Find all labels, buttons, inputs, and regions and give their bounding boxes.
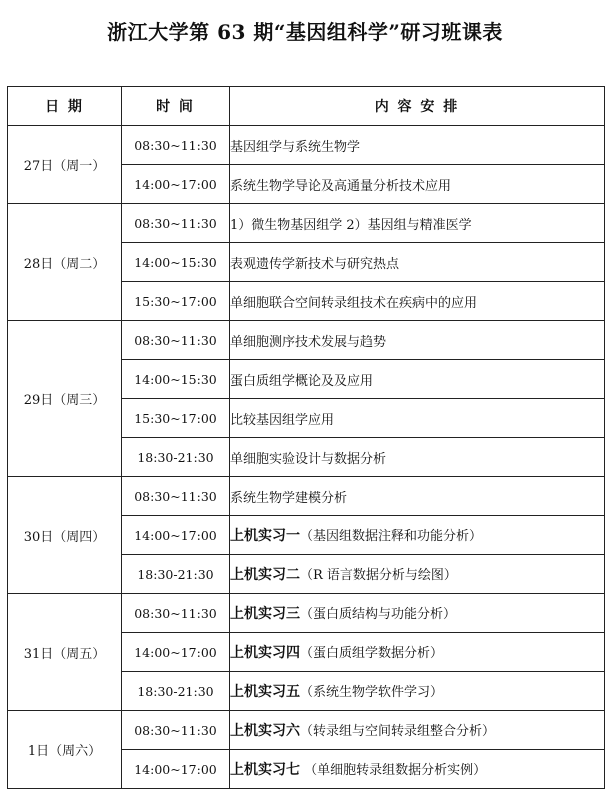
day-date-cell: 28日（周二） <box>8 204 122 321</box>
session-content-cell <box>230 633 605 672</box>
session-time-cell: 14:00~17:00 <box>122 165 230 204</box>
session-time-cell: 14:00~17:00 <box>122 516 230 555</box>
table-row <box>8 126 605 165</box>
page-title: 浙江大学第 63 期“基因组科学”研习班课表 <box>107 20 503 44</box>
day-date-cell: 1日（周六） <box>8 711 122 789</box>
session-content-cell <box>230 321 605 360</box>
session-content-cell <box>230 282 605 321</box>
lab-session-label: 上机实习六 <box>230 723 300 739</box>
session-time-cell: 15:30~17:00 <box>122 399 230 438</box>
day-date-cell: 30日（周四） <box>8 477 122 594</box>
session-content-cell <box>230 555 605 594</box>
session-time-cell: 08:30~11:30 <box>122 477 230 516</box>
session-topic: 单细胞实验设计与数据分析 <box>230 451 387 467</box>
header-date: 日 期 <box>8 87 122 126</box>
lab-session-label: 上机实习三 <box>230 606 300 622</box>
lab-session-label: 上机实习七 <box>230 762 300 778</box>
session-content-cell <box>230 711 605 750</box>
day-date-cell: 31日（周五） <box>8 594 122 711</box>
session-topic: 基因组学与系统生物学 <box>230 139 361 155</box>
session-topic: 表观遗传学新技术与研究热点 <box>230 256 400 272</box>
session-content-cell <box>230 399 605 438</box>
schedule-body <box>8 126 605 789</box>
session-topic: 单细胞测序技术发展与趋势 <box>230 334 387 350</box>
header-row <box>8 87 605 126</box>
session-topic: 单细胞联合空间转录组技术在疾病中的应用 <box>230 295 478 311</box>
session-topic: （蛋白质组学数据分析） <box>300 646 444 661</box>
session-content-cell <box>230 516 605 555</box>
lab-session-label: 上机实习二 <box>230 567 300 583</box>
table-row <box>8 477 605 516</box>
session-time-cell: 14:00~15:30 <box>122 243 230 282</box>
day-date-cell: 29日（周三） <box>8 321 122 477</box>
session-content-cell <box>230 672 605 711</box>
schedule-table <box>7 86 605 789</box>
session-time-cell: 15:30~17:00 <box>122 282 230 321</box>
session-content-cell <box>230 243 605 282</box>
lab-session-label: 上机实习一 <box>230 528 300 544</box>
day-date-cell: 27日（周一） <box>8 126 122 204</box>
session-content-cell <box>230 204 605 243</box>
session-content-cell <box>230 477 605 516</box>
session-topic: （蛋白质结构与功能分析） <box>300 607 457 622</box>
session-time-cell: 08:30~11:30 <box>122 594 230 633</box>
session-topic: （R 语言数据分析与绘图） <box>300 568 457 583</box>
session-content-cell <box>230 126 605 165</box>
session-topic: （基因组数据注释和功能分析） <box>300 529 483 544</box>
table-row <box>8 711 605 750</box>
session-content-cell <box>230 750 605 789</box>
session-content-cell <box>230 360 605 399</box>
session-content-cell <box>230 438 605 477</box>
session-topic: 1）微生物基因组学 2）基因组与精准医学 <box>230 217 472 233</box>
table-row <box>8 204 605 243</box>
session-time-cell: 18:30-21:30 <box>122 555 230 594</box>
session-topic: （系统生物学软件学习） <box>300 685 444 700</box>
session-topic: （单细胞转录组数据分析实例） <box>300 763 487 778</box>
session-time-cell: 18:30-21:30 <box>122 672 230 711</box>
session-time-cell: 08:30~11:30 <box>122 204 230 243</box>
session-time-cell: 08:30~11:30 <box>122 711 230 750</box>
lab-session-label: 上机实习五 <box>230 684 300 700</box>
session-time-cell: 18:30-21:30 <box>122 438 230 477</box>
session-time-cell: 08:30~11:30 <box>122 126 230 165</box>
session-topic: 系统生物学导论及高通量分析技术应用 <box>230 178 452 194</box>
session-topic: （转录组与空间转录组整合分析） <box>300 724 496 739</box>
header-time: 时 间 <box>122 87 230 126</box>
session-content-cell <box>230 165 605 204</box>
session-time-cell: 14:00~15:30 <box>122 360 230 399</box>
session-time-cell: 14:00~17:00 <box>122 750 230 789</box>
session-time-cell: 08:30~11:30 <box>122 321 230 360</box>
table-row <box>8 321 605 360</box>
header-content: 内 容 安 排 <box>230 87 605 126</box>
table-row <box>8 594 605 633</box>
session-topic: 系统生物学建模分析 <box>230 490 348 506</box>
session-topic: 比较基因组学应用 <box>230 412 335 428</box>
session-time-cell: 14:00~17:00 <box>122 633 230 672</box>
session-topic: 蛋白质组学概论及及应用 <box>230 373 374 389</box>
lab-session-label: 上机实习四 <box>230 645 300 661</box>
session-content-cell <box>230 594 605 633</box>
